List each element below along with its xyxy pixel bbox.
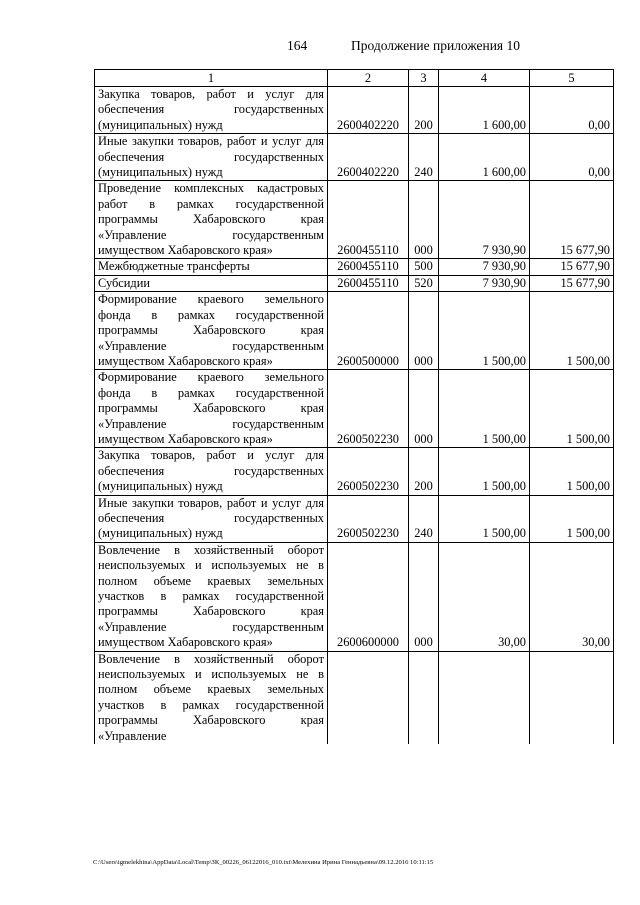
row-type: 500 (409, 259, 439, 275)
row-sum-1: 1 500,00 (439, 292, 530, 370)
row-name: Иные закупки товаров, работ и услуг для обеспечения государственных (муниципальных) нужд (95, 134, 328, 181)
table-row (95, 542, 614, 651)
row-type: 000 (409, 370, 439, 448)
table-row (95, 181, 614, 259)
row-code: 2600455110 (328, 275, 409, 291)
row-sum-2: 1 500,00 (530, 370, 614, 448)
column-header: 4 (439, 70, 530, 87)
column-header: 3 (409, 70, 439, 87)
table-row (95, 651, 614, 744)
table-row (95, 292, 614, 370)
row-name: Формирование краевого земельного фонда в рамках государственной программы Хабаровского края «Управление государственным имуществом Хабаровского края» (95, 292, 328, 370)
row-sum-2: 0,00 (530, 134, 614, 181)
row-sum-2: 15 677,90 (530, 181, 614, 259)
row-name: Формирование краевого земельного фонда в рамках государственной программы Хабаровского края «Управление государственным имуществом Хабаровского края» (95, 370, 328, 448)
row-code: 2600402220 (328, 134, 409, 181)
table-row (95, 448, 614, 495)
row-code (328, 651, 409, 744)
column-header: 1 (95, 70, 328, 87)
row-sum-1: 1 500,00 (439, 370, 530, 448)
table-row (95, 259, 614, 275)
row-code: 2600500000 (328, 292, 409, 370)
row-code: 2600502230 (328, 370, 409, 448)
table-row (95, 495, 614, 542)
row-type: 200 (409, 87, 439, 134)
row-type: 000 (409, 292, 439, 370)
row-name: Вовлечение в хозяйственный оборот неиспользуемых и используемых не в полном объеме краевых земельных участков в рамках государственной программы Хабаровского края «Управление государственным имуществом Хабаровского края» (95, 542, 328, 651)
row-name: Субсидии (95, 275, 328, 291)
row-sum-2 (530, 651, 614, 744)
row-name: Межбюджетные трансферты (95, 259, 328, 275)
row-type: 000 (409, 542, 439, 651)
row-sum-1 (439, 651, 530, 744)
row-name: Вовлечение в хозяйственный оборот неиспользуемых и используемых не в полном объеме краевых земельных участков в рамках государственной программы Хабаровского края «Управление (95, 651, 328, 744)
row-code: 2600502230 (328, 495, 409, 542)
row-sum-1: 7 930,90 (439, 259, 530, 275)
row-sum-1: 30,00 (439, 542, 530, 651)
row-code: 2600455110 (328, 259, 409, 275)
row-type: 240 (409, 495, 439, 542)
page-number: 164 (287, 38, 308, 53)
row-code: 2600502230 (328, 448, 409, 495)
row-sum-2: 1 500,00 (530, 448, 614, 495)
table-row (95, 370, 614, 448)
row-code: 2600402220 (328, 87, 409, 134)
row-type: 520 (409, 275, 439, 291)
row-type: 240 (409, 134, 439, 181)
row-sum-2: 1 500,00 (530, 292, 614, 370)
row-code: 2600455110 (328, 181, 409, 259)
row-sum-2: 1 500,00 (530, 495, 614, 542)
row-sum-1: 1 600,00 (439, 87, 530, 134)
row-sum-1: 1 500,00 (439, 448, 530, 495)
continuation-title: Продолжение приложения 10 (351, 38, 521, 53)
row-sum-1: 7 930,90 (439, 181, 530, 259)
budget-table (94, 69, 614, 744)
row-name: Проведение комплексных кадастровых работ в рамках государственной программы Хабаровского края «Управление государственным имуществом Хабаровского края» (95, 181, 328, 259)
row-sum-2: 15 677,90 (530, 275, 614, 291)
column-header: 2 (328, 70, 409, 87)
row-sum-1: 1 500,00 (439, 495, 530, 542)
row-sum-2: 15 677,90 (530, 259, 614, 275)
row-name: Закупка товаров, работ и услуг для обеспечения государственных (муниципальных) нужд (95, 87, 328, 134)
row-name: Закупка товаров, работ и услуг для обеспечения государственных (муниципальных) нужд (95, 448, 328, 495)
row-sum-1: 1 600,00 (439, 134, 530, 181)
row-sum-2: 30,00 (530, 542, 614, 651)
row-type: 200 (409, 448, 439, 495)
row-sum-2: 0,00 (530, 87, 614, 134)
row-type (409, 651, 439, 744)
row-code: 2600600000 (328, 542, 409, 651)
table-header-row (95, 70, 614, 87)
footer-file-path: C:\Users\igmelekhina\AppData\Local\Temp\ЗК_00226_06122016_010.txt\Мелехина Ирина Геннадьевна\09.12.2016 10:11:15 (93, 859, 434, 866)
table-row (95, 87, 614, 134)
row-sum-1: 7 930,90 (439, 275, 530, 291)
row-type: 000 (409, 181, 439, 259)
table-row (95, 134, 614, 181)
row-name: Иные закупки товаров, работ и услуг для обеспечения государственных (муниципальных) нужд (95, 495, 328, 542)
column-header: 5 (530, 70, 614, 87)
table-row (95, 275, 614, 291)
